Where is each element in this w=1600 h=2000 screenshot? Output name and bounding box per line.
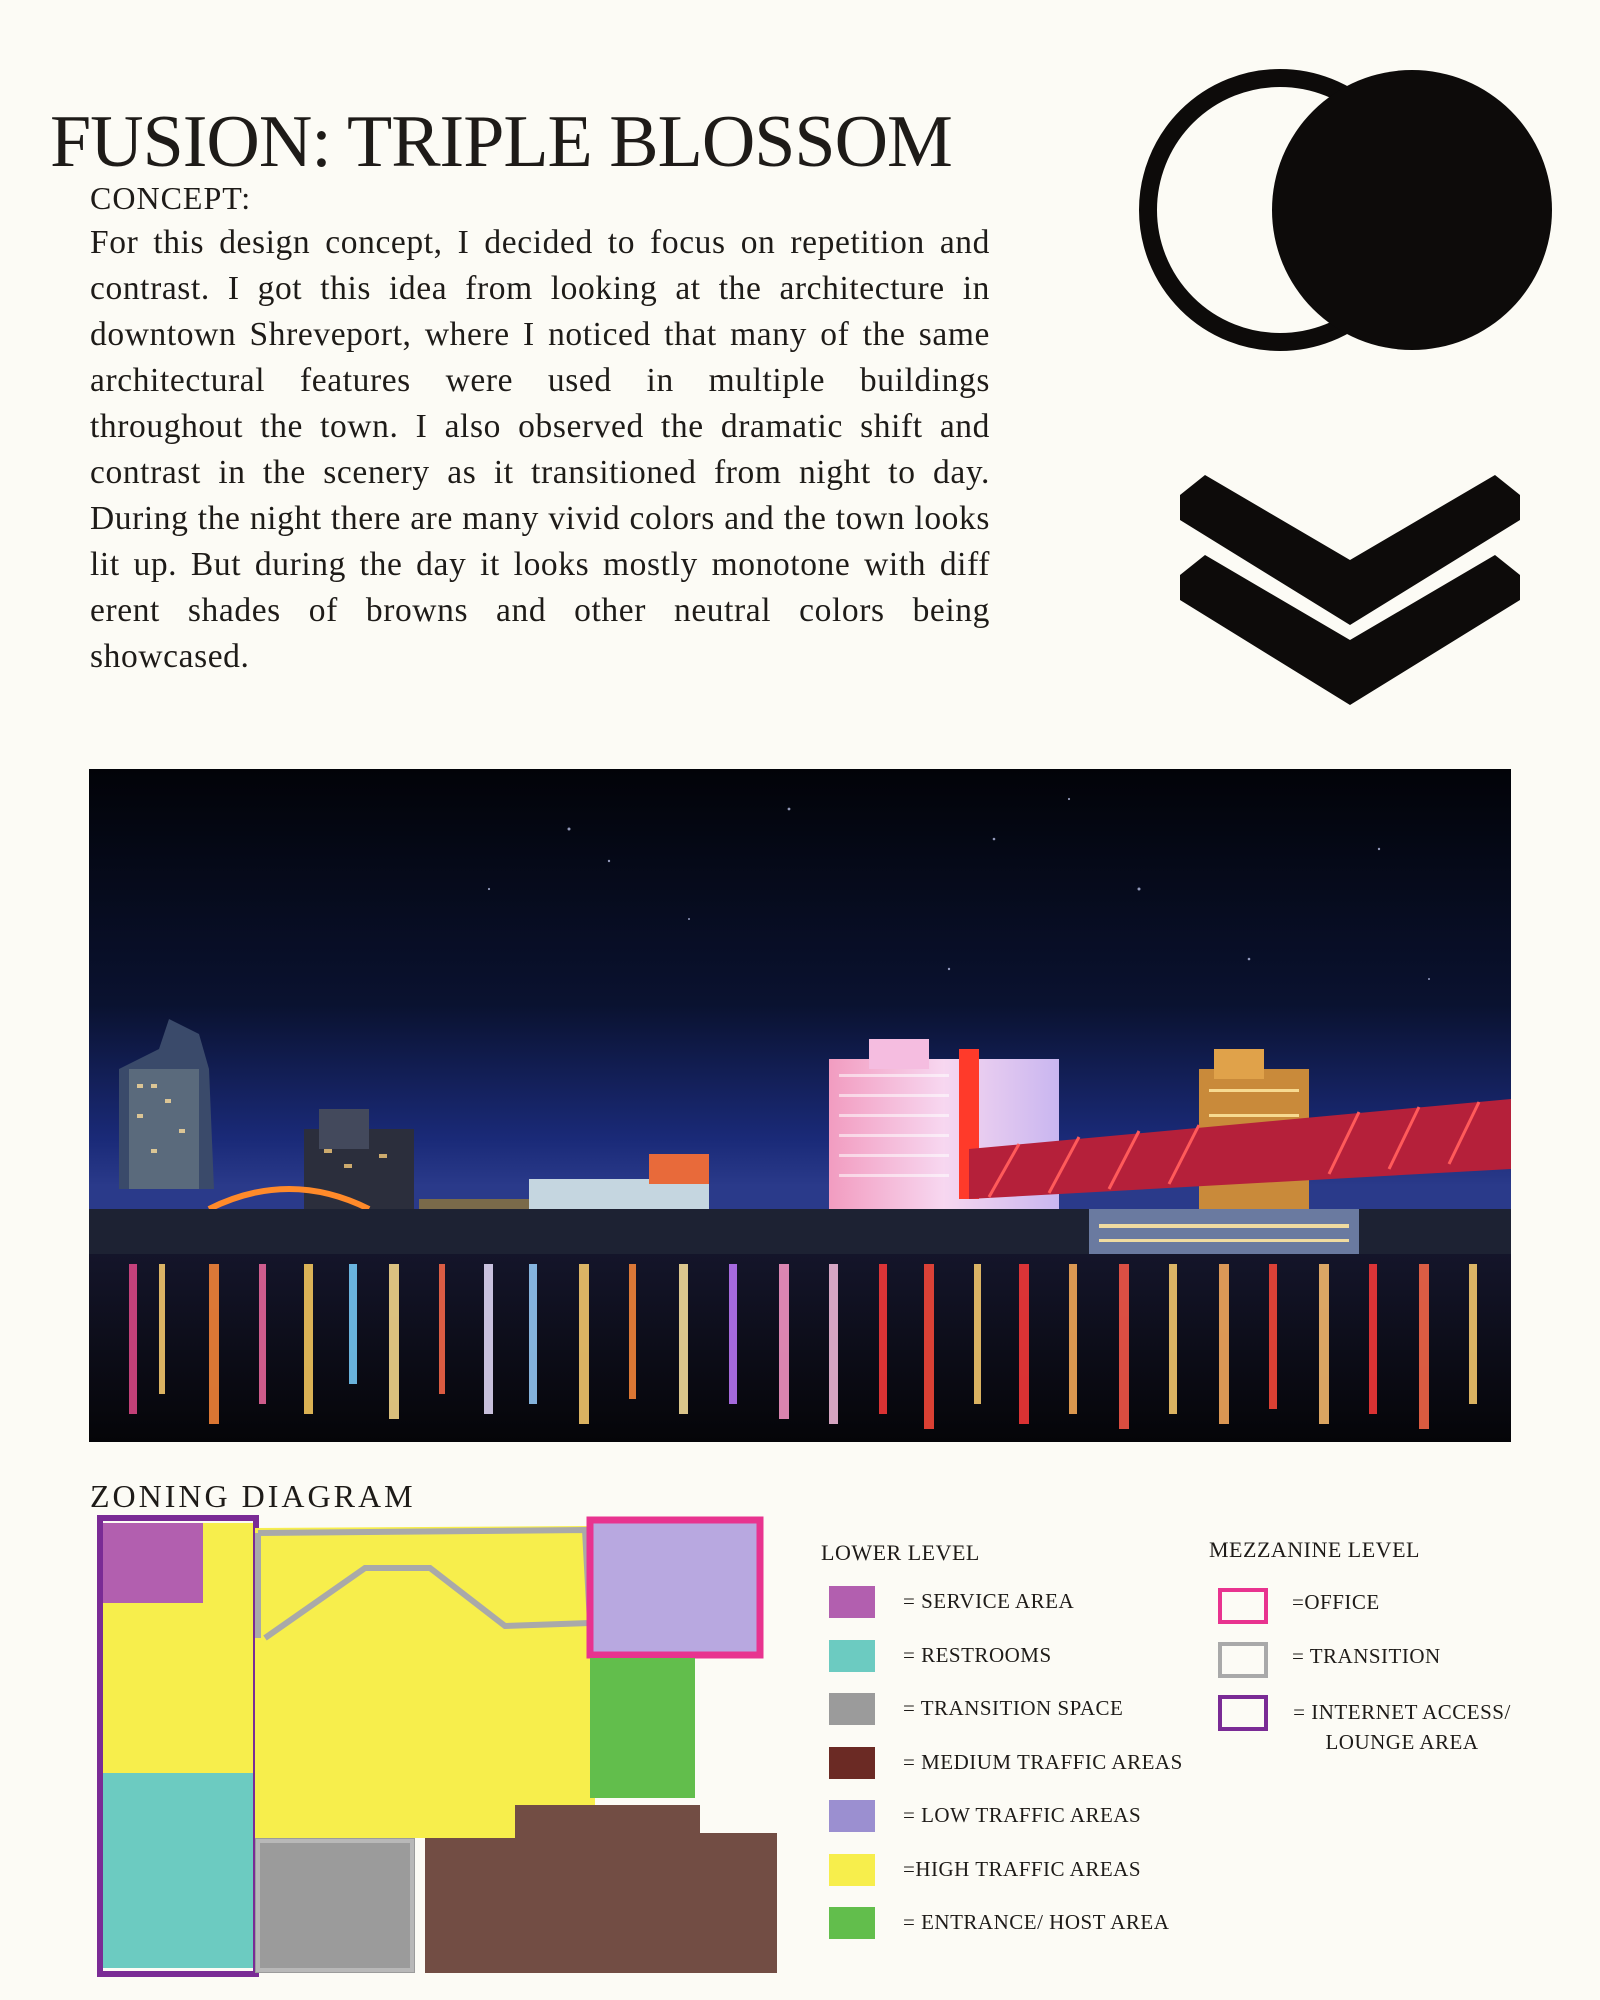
zone-restrooms bbox=[103, 1773, 258, 1968]
lower-level-header: LOWER LEVEL bbox=[821, 1540, 980, 1565]
zone-high-traffic-main bbox=[255, 1526, 595, 1838]
zoning-diagram-title: ZONING DIAGRAM bbox=[90, 1478, 416, 1514]
page-title: FUSION: TRIPLE BLOSSOM bbox=[50, 100, 952, 183]
legend-outline-swatch bbox=[1218, 1642, 1268, 1678]
zone-low-traffic bbox=[590, 1520, 760, 1655]
legend-label: = TRANSITION SPACE bbox=[903, 1696, 1124, 1720]
shreveport-night-skyline-photo bbox=[89, 769, 1511, 1442]
double-chevron-icon bbox=[1180, 460, 1520, 710]
legend-label: = ENTRANCE/ HOST AREA bbox=[903, 1910, 1170, 1934]
zone-service-area bbox=[103, 1523, 203, 1603]
legend-outline-swatch bbox=[1218, 1695, 1268, 1731]
legend-swatch bbox=[829, 1907, 875, 1939]
legend-label: = LOW TRAFFIC AREAS bbox=[903, 1803, 1142, 1827]
legend-label: =OFFICE bbox=[1292, 1590, 1380, 1614]
legend-outline-swatch bbox=[1218, 1588, 1268, 1624]
legend-label: = TRANSITION bbox=[1292, 1643, 1441, 1668]
zone-high-traffic-left bbox=[103, 1603, 258, 1773]
legend-swatch bbox=[829, 1586, 875, 1618]
zoning-floor-plan bbox=[95, 1508, 785, 1978]
zone-transition-space bbox=[255, 1838, 415, 1973]
legend-swatch bbox=[829, 1747, 875, 1779]
zone-entrance-host bbox=[590, 1658, 695, 1798]
crescent-circles-logo-icon bbox=[1130, 60, 1570, 380]
legend-label: = INTERNET ACCESS/ LOUNGE AREA bbox=[1293, 1700, 1511, 1754]
mezzanine-level-header: MEZZANINE LEVEL bbox=[1209, 1537, 1420, 1562]
zone-high-traffic-left-strip bbox=[203, 1523, 258, 1603]
legend-swatch bbox=[829, 1640, 875, 1672]
concept-paragraph: For this design concept, I decided to focus on repetition and contrast. I got this idea from looking at the architecture in downtown Shreveport, where I noticed that many of the same architectural features were used in multiple buildings throughout the town. I also observed the dramatic shift and contrast in the scenery as it transitioned from night to day. During the night there are many vivid colors and the town looks lit up. But during the day it looks mostly monotone with diff erent shades of browns and other neutral colors being showcased. bbox=[90, 224, 990, 675]
legend-label: =HIGH TRAFFIC AREAS bbox=[903, 1856, 1141, 1881]
legend-swatch bbox=[829, 1854, 875, 1886]
concept-label: CONCEPT: bbox=[90, 180, 252, 216]
legend-label: = RESTROOMS bbox=[903, 1642, 1052, 1667]
legend-swatch bbox=[829, 1693, 875, 1725]
legend-label: = MEDIUM TRAFFIC AREAS bbox=[903, 1749, 1183, 1774]
legend-swatch bbox=[829, 1800, 875, 1832]
legend-label: = SERVICE AREA bbox=[903, 1589, 1075, 1613]
